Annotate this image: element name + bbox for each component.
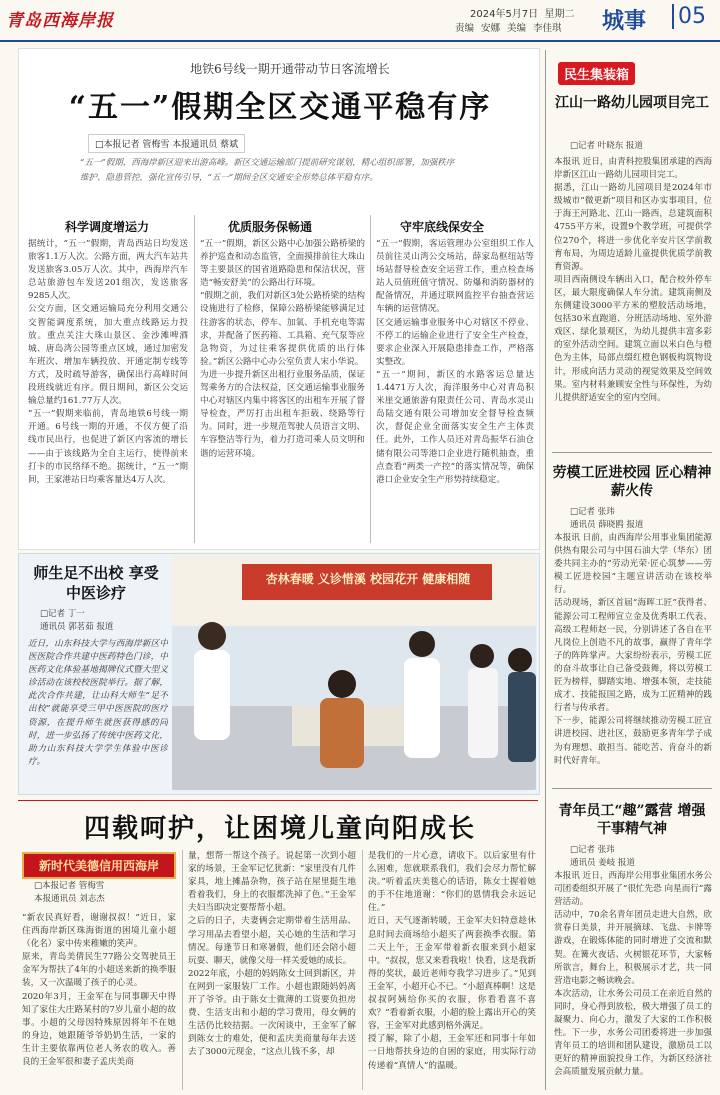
lead-col3-text: “五一”假期，客运管理办公室组织工作人员前往灵山湾公交场站，薛家岛枢纽站等场站督导检查安全运营工作，重点检查场站人员值班值守情况、防爆和消防器材的配备情况，并通过联网监控平台抽查营运车辆的运营情况。 区交通运输事业服务中心对辖区不停业、不停工的运输企业进行了安全生产检查，要求企业深入开展隐患排查工作，严格落实整改。 “五一”期间，新区的水路客运总量达1.4471万人次，海洋服务中心对青岛积米崖交通旅游有限责任公司、青岛水灵山岛陆交通有限公司增加安全督导检查频次，督促企业全面落实安全生产主体责任。此外，工作人员还对青岛振华石油仓储有限公司等港口企业进行随机抽查，重点查看“两类一产控”的落实情况等，确保港口企业安全生产形势持续稳定。 xyxy=(376,239,534,485)
newspaper-logo: 青岛西海岸报 xyxy=(6,11,114,31)
sidebar-story2-text: 本报讯 日前，由西海岸公用事业集团能源供热有限公司与中国石油大学（华东）团委共同主办的“劳动光荣·匠心筑梦——劳模工匠进校园”主题宣讲活动在该校举行。 活动现场，新区首届“海晖工匠”获得者、能源公司工程师宣立金及优秀职工代表、高级工程师赵一民，分别讲述了各自在平凡岗位上创造不凡的故事，赢得了青年学子的阵阵掌声。大家纷纷表示，劳模工匠的奋斗故事让自己备受鼓舞，将以劳模工匠为榜样，脚踏实地、增强本领，走技能成才、技能报国之路，成为工匠精神的践行者与传承者。 下一步，能源公司将继续推动劳模工匠宣讲进校园、进社区，鼓励更多青年学子成为有理想、敢担当、能吃苦、肯奋斗的新时代好青年。 xyxy=(554,533,712,766)
photo-story-byline: □记者 丁一 通讯员 郭茗茹 报道 xyxy=(40,609,114,632)
sidebar-story3-title: 青年员工“趣”露营 增强干事精气神 xyxy=(558,803,706,837)
column-divider xyxy=(194,215,195,543)
section-name: 城事 xyxy=(602,9,647,34)
sidebar-header: 民生集装箱 xyxy=(558,62,635,85)
sidebar-rule xyxy=(552,788,712,789)
sidebar-story3-byline: □记者 张玮 通讯员 姜岐 报道 xyxy=(570,845,635,868)
sidebar-story1-text: 本报讯 近日，由青科控股集团承建的西海岸新区江山一路幼儿园项目完工。 据悉，江山一路幼儿园项目是2024年市级城市“微更新”项目和区办实事项目，位于海王河路北、江山一路西，总建筑面积4755平方米，设置9个教学班，可提供学位270个，将进一步优化辛安片区学前教育布局，为周边适龄儿童提供优质学前教育资源。 项目西南侧设车辆出入口，配合校外停车区，最大限度确保人车分流。建筑南侧及东侧建设3000平方米的塑胶活动场地，包括30米直跑道、分班活动场地、室外游戏区、绿化景观区，为幼儿提供丰富多彩的室外活动空间。建筑立面以米白色与橙色为主体，局部点缀红橙色钢板构筑物设计，形成向活力灵动的视觉效果及空间效果。室内材料兼顾安全性与环保性，为幼儿提供舒适安全的室内空间。 xyxy=(554,157,712,403)
date-text: 2024年5月7日 xyxy=(470,9,539,20)
lead-byline: □本报记者 管梅雪 本报通讯员 蔡斌 xyxy=(88,134,245,153)
page-number: 05 xyxy=(672,4,706,29)
second-col2-text: 量，想帮一帮这个孩子。说起第一次到小超家的场景，王金军记忆犹新：“家里没有几件家具，地上摊晶杂物，孩子站在屋里挺生地看着我们，身上的衣服都洗掉了色。”王金军夫妇当即决定要帮帮小超。 之后的日子，夫妻俩会定期带着生活用品、学习用品去看望小超，关心她的生活和学习情况。每逢节日和寒暑假，他们还会陪小超玩耍、聊天，就像父母一样关爱她的成长。 2022年底，小超的妈妈陈女士回到新区，并在网到一家服装厂工作。小超也跟随妈妈离开了爷爷。由于陈女士微薄的工资要负担房费、生活支出和小超的学习费用，母女俩的生活仍比较拮据。一次闲谈中，王金军了解到陈女士的难处，便和孟庆美商量每年去送去了3000元现金，“这点儿钱不多，却 xyxy=(188,851,356,1058)
lead-col3-subhead: 守牢底线保安全 xyxy=(400,220,485,234)
story-rule xyxy=(18,800,538,801)
sidebar-story1-byline: □记者 叶晓东 报道 xyxy=(570,141,643,151)
sidebar-story2-byline: □记者 张玮 通讯员 薛晓鸥 报道 xyxy=(570,507,644,530)
lead-headline: “五一”假期全区交通平稳有序 xyxy=(68,90,492,125)
second-byline: □本报记者 管梅雪 本报通讯员 刘志杰 xyxy=(34,881,105,904)
sidebar-divider xyxy=(545,50,546,1090)
second-headline: 四载呵护，让困境儿童向阳成长 xyxy=(83,814,476,844)
lead-col1-text: 据统计，“五一”假期，青岛西站日均发送旅客1.1万人次。公路方面，两大汽车站共发送旅客3.05万人次。其中，西海岸汽车总站旅游包车发送201组次，发送旅客9285人次。 公交方面，区交通运输局充分利用交通公交智能调度系统，加大重点线路运力投放。重点关注大珠山景区、金沙滩啤酒城、唐岛湾公园等重点区域，通过加密发车班次、增加车辆投放、开通定制专线等方式，及时疏导游客，确保出行高峰时间段班线就近有序。假日期间，新区公交运输总量约161.77万人次。 “五一”假期来临前，青岛地铁6号线一期开通。6号线一期的开通，不仅方便了沿线市民出行，也促进了新区内客流的增长——由于该线路为全自主运行，使得前来打卡的市民络绎不绝。据统计，“五一”期间，王家港站日均乘客量达4万人次。 xyxy=(28,239,188,485)
clinic-photo-image xyxy=(172,556,536,790)
lead-summary: “五一”假期，西海岸新区迎来出游高峰。新区交通运输部门提前研究谋划，精心组织部署，加强秩序维护、隐患管控，强化宣传引导，“五一”期间全区交通安全形势总体平稳有序。 xyxy=(80,158,455,183)
lead-col1-subhead: 科学调度增运力 xyxy=(65,220,150,234)
lead-col2-text: “五一”假期，新区公路中心加强公路桥梁的养护巡查和动态监管，全面摸排前往大珠山等主要景区的国省道路隐患和保洁状况，营造“畅安舒美”的公路出行环境。 “假期之前，我们对新区3处公路桥梁的结构设施进行了检修，保障公路桥梁能够满足过往游客的状态，停车、加氧、手机充电等需求，并配备了医药箱、工具箱、充气泵等应急物资，为过往乘客提供优质的出行体验。”新区公路中心办公室负责人宋小华说。 为进一步提升新区出租行业服务品质，保证驾乘务方的合法权益，区交通运输事业服务中心对辖区内集中将客区的出租车开展了督导检查，严厉打击出租车拒载、绕路等行为。同时，进一步规范驾驶人员语言文明、车容整洁等行为，着力打造司乘人员文明和谐的运营环境。 xyxy=(200,239,365,459)
series-banner: 新时代美德信用西海岸 xyxy=(22,852,176,879)
photo-story-title: 师生足不出校 享受中医诊疗 xyxy=(33,564,159,602)
column-divider xyxy=(370,215,371,543)
sidebar-story3-text: 本报讯 近日，西海岸公用事业集团水务公司团委组织开展了“很忙先恐 向星而行”露营活动。 活动中，70余名青年团员走进大自然，欣赏春日美景，并开展摘球、飞盘、卡牌等游戏，在锻炼体能的同时增进了交流和默契。在篝火夜话、火树银花环节，大家畅所欲言，舞台上，积极展示才艺，共一同营造电影之畅读晚会。 本次活动，让水务公司员工在亲近自然的同时，身心得到放松，极大增强了员工的凝聚力、向心力，激发了大家的工作积极性。下一步，水务公司团委将进一步加强青年员工的培训和团队建设，激励员工以更好的精神面貌投身工作，为新区经济社会高质量发展贡献力量。 xyxy=(554,871,712,1078)
sidebar-rule xyxy=(552,452,712,453)
sidebar-story1-title: 江山一路幼儿园项目完工 xyxy=(555,95,709,111)
photo-banner-text: 杏林春暖 义诊惜溪 校园花开 健康相随 xyxy=(265,572,471,586)
column-divider xyxy=(362,850,363,1090)
lead-kicker: 地铁6号线一期开通带动节日客流增长 xyxy=(190,62,390,76)
weekday-text: 星期二 xyxy=(544,9,575,20)
sidebar-story2-title: 劳模工匠进校园 匠心精神薪火传 xyxy=(552,465,712,499)
clinic-photo xyxy=(172,556,536,790)
page-editors: 责编 安娜 美编 李佳琪 xyxy=(455,23,562,34)
lead-col2-subhead: 优质服务保畅通 xyxy=(228,220,313,234)
photo-story-text: 近日，山东科技大学与西海岸新区中医医院合作共建中医药特色门诊，中医药文化体验基地揭牌仪式暨大型义诊活动在该校校医院举行。据了解，此次合作共建，让山科大师生“足不出校”就能享受三甲中医医院的医疗资源，在提升师生就医获得感的同时，进一步弘扬了传统中医药文化，助力山东科技大学学生体验中医诊疗。 xyxy=(28,639,168,767)
column-divider xyxy=(182,850,183,1090)
second-col1-text: “新农民真好看，谢谢叔叔！”近日，家住西海岸新区珠海街道的困境儿童小超（化名）家中传来稚嫩的笑声。 原来，青岛美倩民生77路公交驾驶员王金军为帮扶了4年的小超送来新的换季服装，又一次温暖了孩子的心灵。 2020年3月，王金军在与同事聊天中得知了家住大庄路某村的7岁儿童小超的故事。小超的父母因特殊原因将年不在她的身边，她跟随爷爷奶奶生活，一家的生计主要依靠两位老人务农的收入。善良的王金军很和妻子孟庆美商 xyxy=(22,913,176,1068)
issue-date xyxy=(470,5,575,20)
second-col3-text: 是我们的一片心意，请收下。以后家里有什么困难，您就联系我们，我们会尽力帮忙解决。”听着孟庆美毯心的话语，陈女士握着她的手不住地道谢：“你们的恩情我会永远记住。” 近日，天气逐渐转暖，王金军夫妇特意趁休息时间去商场给小超买了两套换季衣服。第二天上午，王金军带着新衣服来到小超家中。“叔叔，您又来看我啦！快看，这是我新得的奖状，最近老师夸我学习进步了。”见到王金军，小超开心不已。“小超真棒啊！这是叔叔阿姨给你买的衣服，你看看喜不喜欢？”看着新衣服，小超的脸上露出开心的笑容，王金军对此感到格外满足。 授了解，除了小超，王金军还和同事十年如一日地帮扶身边的自困的家庭，用实际行动传递着“真情人”的温暖。 xyxy=(368,851,536,1071)
